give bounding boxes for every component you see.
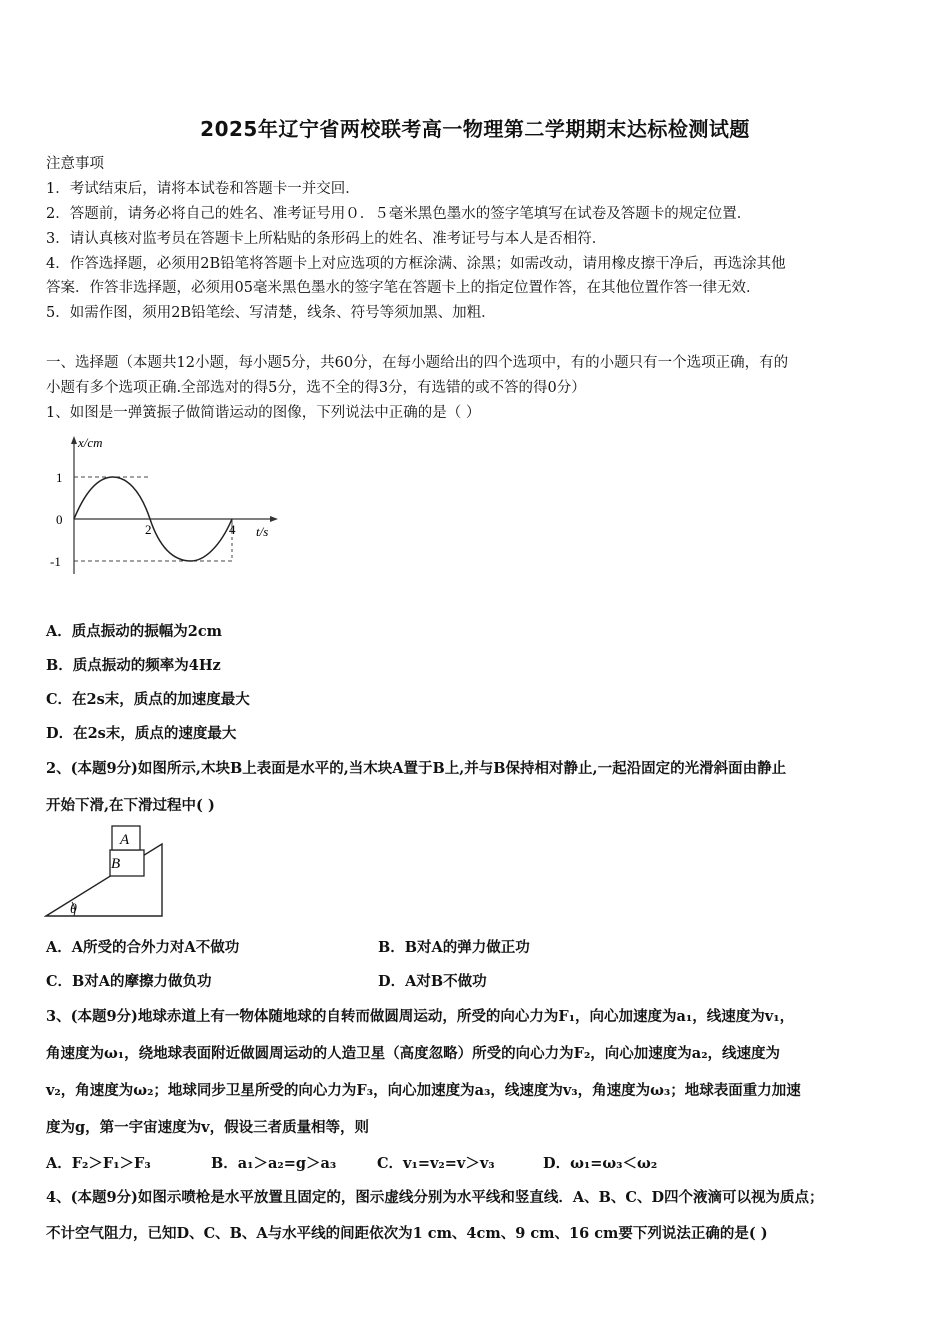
q3-stem-line-3: v₂，角速度为ω₂；地球同步卫星所受的向心力为F₃，向心加速度为a₃，线速度为v₃，角速度为ω₃；地球表面重力加速 [46,1082,801,1099]
page-title: 2025年辽宁省两校联考高一物理第二学期期末达标检测试题 [200,117,750,141]
q1-option-a: A．质点振动的振幅为2cm [46,623,223,640]
q2-option-d: D．A对B不做功 [378,973,487,990]
q1-tick-y-bottom: -1 [50,554,61,569]
notice-item-1: 1．考试结束后，请将本试卷和答题卡一并交回． [46,181,360,197]
q1-stem: 1、如图是一弹簧振子做简谐运动的图像，下列说法中正确的是（ ） [46,405,481,421]
q2-option-a: A．A所受的合外力对A不做功 [46,939,240,956]
q2-stem-line-1: 2、(本题9分)如图所示,木块B上表面是水平的,当木块A置于B上,并与B保持相对静止,一起沿固定的光滑斜面由静止 [46,760,787,777]
section-heading-line-1: 一、选择题（本题共12小题，每小题5分，共60分，在每小题给出的四个选项中，有的小题只有一个选项正确，有的 [46,355,789,371]
q1-tick-x-4: 4 [229,522,236,537]
q1-y-axis-label: x/cm [78,435,103,450]
q2-label-b: B [111,856,121,872]
q3-option-b: B．a₁＞a₂=g＞a₃ [211,1155,337,1172]
q1-tick-x-2: 2 [145,522,152,537]
q1-tick-y-zero: 0 [56,512,63,527]
notice-item-3: 3．请认真核对监考员在答题卡上所粘贴的条形码上的姓名、准考证号与本人是否相符． [46,231,607,247]
q2-option-b: B．B对A的弹力做正功 [378,939,530,956]
notice-item-4-cont: 答案．作答非选择题，必须用05毫米黑色墨水的签字笔在答题卡上的指定位置作答，在其他位置作答一律无效． [46,280,761,296]
q2-stem-line-2: 开始下滑,在下滑过程中( ) [46,797,215,814]
q1-vibration-graph [44,434,284,584]
q2-incline-figure [44,822,170,920]
q3-stem-line-1: 3、(本题9分)地球赤道上有一物体随地球的自转而做圆周运动，所受的向心力为F₁，向心加速度为a₁，线速度为v₁， [46,1008,795,1025]
q3-option-c: C．v₁=v₂=v＞v₃ [377,1155,495,1172]
q4-stem-line-1: 4、(本题9分)如图示喷枪是水平放置且固定的，图示虚线分别为水平线和竖直线．A、B、C、D四个液滴可以视为质点； [46,1189,824,1206]
q1-tick-y-top: 1 [56,470,63,485]
notice-heading: 注意事项 [46,156,104,172]
q3-stem-line-4: 度为g，第一宇宙速度为v，假设三者质量相等，则 [46,1119,370,1136]
q1-option-c: C．在2s末，质点的加速度最大 [46,691,250,708]
q2-label-a: A [120,832,130,848]
q2-option-c: C．B对A的摩擦力做负功 [46,973,212,990]
section-heading-line-2: 小题有多个选项正确.全部选对的得5分，选不全的得3分，有选错的或不答的得0分） [46,380,586,396]
notice-item-4: 4．作答选择题，必须用2B铅笔将答题卡上对应选项的方框涂满、涂黑；如需改动，请用橡皮擦干净后，再选涂其他 [46,256,786,272]
notice-item-5: 5．如需作图，须用2B铅笔绘、写清楚，线条、符号等须加黑、加粗． [46,305,496,321]
q1-option-d: D．在2s末，质点的速度最大 [46,725,237,742]
q1-option-b: B．质点振动的频率为4Hz [46,657,221,674]
q3-stem-line-2: 角速度为ω₁，绕地球表面附近做圆周运动的人造卫星（高度忽略）所受的向心力为F₂，向心加速度为a₂，线速度为 [46,1045,781,1062]
q2-label-theta: θ [70,902,77,917]
notice-item-2: 2．答题前，请务必将自己的姓名、准考证号用０．５毫米黑色墨水的签字笔填写在试卷及答题卡的规定位置． [46,206,752,222]
q3-option-a: A．F₂＞F₁＞F₃ [46,1155,151,1172]
q1-x-axis-label: t/s [256,524,269,539]
q4-stem-line-2: 不计空气阻力，已知D、C、B、A与水平线的间距依次为1 cm、4cm、9 cm、16 cm要下列说法正确的是( ) [46,1225,768,1242]
q3-option-d: D．ω₁=ω₃＜ω₂ [543,1155,658,1172]
